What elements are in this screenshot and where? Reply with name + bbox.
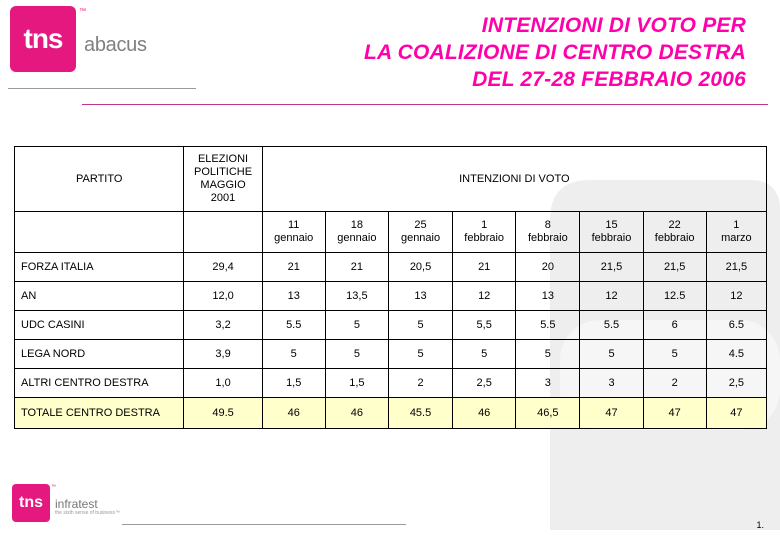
intention-value: 5: [325, 340, 388, 369]
intention-value: 5.5: [580, 311, 643, 340]
partito-header: PARTITO: [15, 147, 184, 212]
intention-value: 47: [643, 398, 706, 429]
intention-value: 12.5: [643, 282, 706, 311]
intention-value: 5.5: [262, 311, 325, 340]
intention-value: 46: [325, 398, 388, 429]
elezioni-2001-value: 1,0: [184, 369, 262, 398]
intention-value: 2,5: [706, 369, 766, 398]
date-header-cell: [453, 212, 516, 253]
table-row: [15, 253, 767, 282]
tns-abacus-logo: [10, 6, 147, 72]
date-month: gennaio: [274, 232, 314, 244]
table-row: [15, 311, 767, 340]
intention-value: 21: [453, 253, 516, 282]
intention-value: 13,5: [325, 282, 388, 311]
intention-value: 12: [580, 282, 643, 311]
date-header-row: [15, 212, 767, 253]
intention-value: 5,5: [453, 311, 516, 340]
date-day: 11: [288, 219, 300, 231]
party-name: LEGA NORD: [15, 340, 184, 369]
intention-value: 46: [262, 398, 325, 429]
tns-infratest-logo: [12, 484, 120, 522]
intention-value: 20: [516, 253, 580, 282]
total-row: [15, 398, 767, 429]
abacus-wordmark: abacus: [84, 33, 147, 56]
elezioni-header-line: 2001: [210, 192, 236, 204]
intention-value: 2: [388, 369, 452, 398]
elezioni-2001-value: 12,0: [184, 282, 262, 311]
date-day: 1: [733, 219, 740, 231]
voting-intentions-table: [14, 146, 767, 429]
infratest-wordmark: infratest: [55, 497, 98, 511]
intention-value: 46,5: [516, 398, 580, 429]
party-name: AN: [15, 282, 184, 311]
date-month: gennaio: [337, 232, 377, 244]
tns-logo-mark-small: [12, 484, 56, 522]
date-header-cell: [325, 212, 388, 253]
date-day: 1: [481, 219, 488, 231]
date-day: 22: [668, 219, 681, 231]
date-header-cell: [706, 212, 766, 253]
intention-value: 46: [453, 398, 516, 429]
date-month: marzo: [721, 232, 752, 244]
title-line-2: LA COALIZIONE DI CENTRO DESTRA: [363, 41, 746, 64]
intention-value: 13: [262, 282, 325, 311]
date-header-cell: [516, 212, 580, 253]
elezioni-header: [184, 147, 262, 212]
elezioni-2001-value: 3,9: [184, 340, 262, 369]
title-underline: [82, 104, 768, 105]
empty-cell: [15, 212, 184, 253]
intention-value: 6: [643, 311, 706, 340]
date-header-cell: [643, 212, 706, 253]
intention-value: 3: [580, 369, 643, 398]
intention-value: 20,5: [388, 253, 452, 282]
intention-value: 4.5: [706, 340, 766, 369]
intention-value: 21,5: [706, 253, 766, 282]
title-line-3: DEL 27-28 FEBBRAIO 2006: [472, 68, 746, 91]
intenzioni-header: INTENZIONI DI VOTO: [262, 147, 766, 212]
page-title: [364, 12, 746, 93]
intention-value: 21,5: [580, 253, 643, 282]
table-row: [15, 340, 767, 369]
intention-value: 5.5: [516, 311, 580, 340]
intention-value: 3: [516, 369, 580, 398]
intention-value: 5: [388, 311, 452, 340]
party-name: ALTRI CENTRO DESTRA: [15, 369, 184, 398]
intention-value: 12: [453, 282, 516, 311]
intention-value: 45.5: [388, 398, 452, 429]
intention-value: 21: [325, 253, 388, 282]
elezioni-2001-value: 29,4: [184, 253, 262, 282]
date-day: 18: [350, 219, 363, 231]
intention-value: 5: [388, 340, 452, 369]
intention-value: 5: [516, 340, 580, 369]
intention-value: 47: [580, 398, 643, 429]
intention-value: 13: [388, 282, 452, 311]
party-name: UDC CASINI: [15, 311, 184, 340]
date-month: febbraio: [464, 232, 505, 244]
elezioni-2001-value: 3,2: [184, 311, 262, 340]
intention-value: 5: [325, 311, 388, 340]
intention-value: 12: [706, 282, 766, 311]
date-header-cell: [580, 212, 643, 253]
date-month: febbraio: [654, 232, 695, 244]
elezioni-header-line: ELEZIONI: [197, 153, 249, 165]
date-day: 15: [605, 219, 618, 231]
date-month: gennaio: [400, 232, 441, 244]
date-day: 8: [544, 219, 551, 231]
empty-cell: [184, 212, 262, 253]
intention-value: 2,5: [453, 369, 516, 398]
intention-value: 5: [262, 340, 325, 369]
trademark-symbol: ™: [79, 8, 85, 15]
header-rule-left: [8, 88, 196, 89]
table-header-row: [15, 147, 767, 212]
intention-value: 13: [516, 282, 580, 311]
intention-value: 2: [643, 369, 706, 398]
footer-rule: [122, 524, 406, 525]
party-name: FORZA ITALIA: [15, 253, 184, 282]
elezioni-header-line: MAGGIO: [200, 179, 246, 191]
intention-value: 21: [262, 253, 325, 282]
elezioni-header-line: POLITICHE: [194, 166, 253, 178]
trademark-symbol-small: ™: [51, 484, 56, 490]
infratest-tagline: the sixth sense of business™: [55, 510, 121, 516]
date-header-cell: [388, 212, 452, 253]
elezioni-2001-value: 49.5: [184, 398, 262, 429]
tns-mark-text-small: tns: [19, 494, 43, 511]
date-month: febbraio: [527, 232, 568, 244]
table-row: [15, 369, 767, 398]
intention-value: 5: [580, 340, 643, 369]
page-number: 1.: [756, 520, 764, 530]
intention-value: 1,5: [262, 369, 325, 398]
tns-mark-text: tns: [23, 23, 63, 54]
date-header-cell: [262, 212, 325, 253]
intention-value: 1,5: [325, 369, 388, 398]
intention-value: 47: [706, 398, 766, 429]
intention-value: 6.5: [706, 311, 766, 340]
title-line-1: INTENZIONI DI VOTO PER: [481, 14, 746, 37]
date-month: febbraio: [591, 232, 632, 244]
intention-value: 5: [643, 340, 706, 369]
table-row: [15, 282, 767, 311]
party-name: TOTALE CENTRO DESTRA: [15, 398, 184, 429]
tns-logo-mark: [10, 6, 85, 72]
intention-value: 5: [453, 340, 516, 369]
intention-value: 21,5: [643, 253, 706, 282]
date-day: 25: [414, 219, 427, 231]
